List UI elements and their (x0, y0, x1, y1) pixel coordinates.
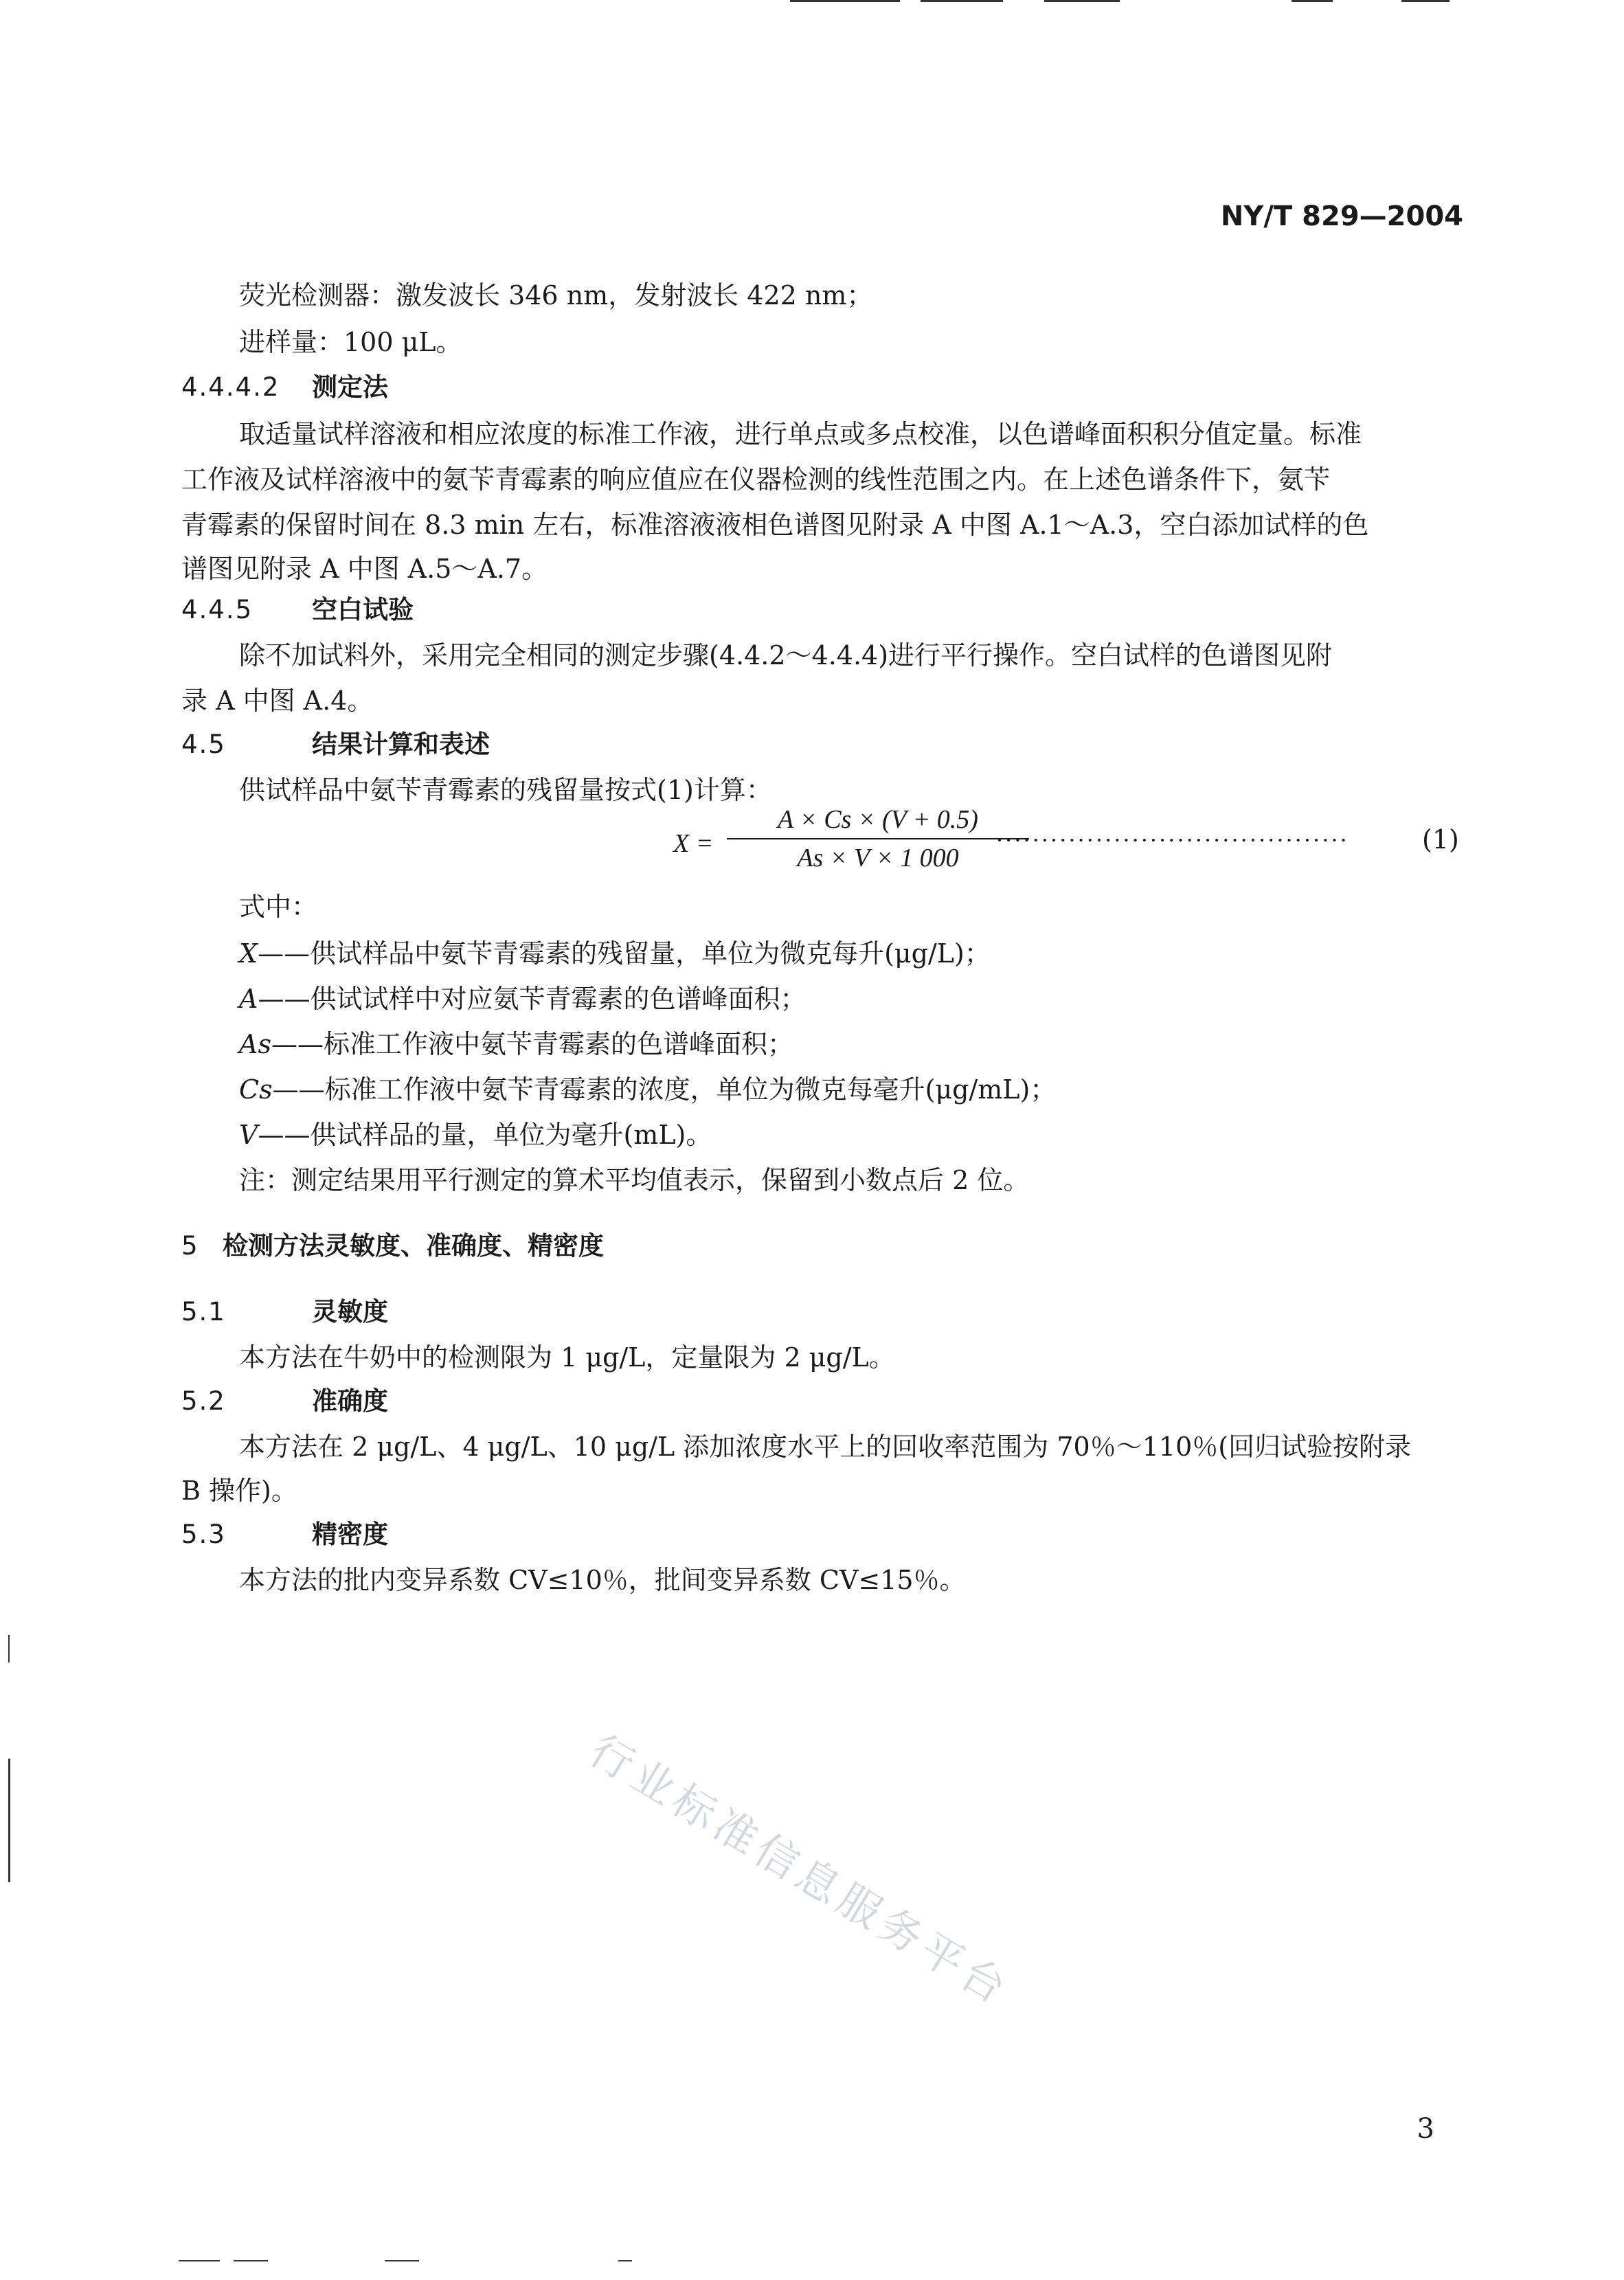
section-heading-5 (181, 1230, 604, 1263)
text-line: 荧光检测器：激发波长 346 nm，发射波长 422 nm； (239, 280, 873, 311)
scan-artifact (921, 0, 1003, 2)
definition-v (239, 1118, 712, 1151)
scan-artifact (618, 2260, 632, 2261)
scan-artifact (234, 2260, 268, 2261)
definition-x (239, 937, 991, 970)
scan-artifact (1044, 0, 1120, 2)
definition-text: ——标准工作液中氨苄青霉素的色谱峰面积； (271, 1029, 793, 1059)
section-title: 结果计算和表述 (312, 730, 490, 759)
equation-number: (1) (1422, 824, 1459, 855)
paragraph-line: 本方法在牛奶中的检测限为 1 μg/L，定量限为 2 μg/L。 (239, 1342, 895, 1373)
section-number: 5.3 (181, 1520, 226, 1549)
scan-artifact (385, 2260, 419, 2261)
paragraph-line: 除不加试料外，采用完全相同的测定步骤(4.4.2～4.4.4)进行平行操作。空白试样的色谱图见附 (239, 640, 1333, 670)
paragraph-line: 录 A 中图 A.4。 (181, 686, 374, 716)
section-heading-4-4-4-2 (181, 371, 388, 404)
symbol: Cs (239, 1074, 273, 1105)
where-label: 式中： (239, 892, 318, 922)
section-title: 检测方法灵敏度、准确度、精密度 (223, 1231, 604, 1261)
section-title: 空白试验 (312, 595, 414, 624)
symbol: As (239, 1029, 271, 1059)
paragraph-line: 取适量试样溶液和相应浓度的标准工作液，进行单点或多点校准，以色谱峰面积积分值定量。标准 (239, 419, 1362, 449)
scan-artifact (1292, 0, 1333, 2)
paragraph-line: 供试样品中氨苄青霉素的残留量按式(1)计算： (239, 775, 772, 805)
section-title: 灵敏度 (312, 1297, 388, 1327)
section-heading-5-3 (181, 1518, 388, 1551)
section-heading-5-2 (181, 1385, 388, 1418)
formula-lhs: X = (673, 829, 714, 858)
section-number: 4.4.4.2 (181, 372, 280, 402)
section-number: 4.4.5 (181, 595, 253, 624)
standard-number: NY/T 829—2004 (1220, 201, 1463, 232)
section-number: 5.2 (181, 1386, 226, 1416)
paragraph-line: 青霉素的保留时间在 8.3 min 左右，标准溶液液相色谱图见附录 A 中图 A.1～A.3，空白添加试样的色 (181, 510, 1369, 540)
section-number: 5.1 (181, 1297, 226, 1327)
section-heading-5-1 (181, 1296, 388, 1329)
symbol: X (239, 938, 258, 969)
definition-a (239, 982, 806, 1015)
section-heading-4-5 (181, 728, 490, 761)
scan-artifact (8, 1759, 10, 1882)
definition-text: ——供试试样中对应氨苄青霉素的色谱峰面积； (258, 984, 807, 1014)
section-number: 4.5 (181, 730, 226, 759)
section-number: 5 (181, 1231, 199, 1261)
note: 注：测定结果用平行测定的算术平均值表示，保留到小数点后 2 位。 (239, 1165, 1030, 1195)
paragraph-line: 工作液及试样溶液中的氨苄青霉素的响应值应在仪器检测的线性范围之内。在上述色谱条件下，氨苄 (181, 464, 1331, 495)
scan-artifact (1401, 0, 1450, 2)
watermark: 行业标准信息服务平台 (580, 1725, 1019, 2016)
definition-as (239, 1028, 793, 1061)
paragraph-line: 谱图见附录 A 中图 A.5～A.7。 (181, 554, 548, 584)
definition-text: ——标准工作液中氨苄青霉素的浓度，单位为微克每毫升(μg/mL)； (272, 1074, 1057, 1105)
paragraph-line: B 操作)。 (181, 1476, 297, 1506)
definition-text: ——供试样品中氨苄青霉素的残留量，单位为微克每升(μg/L)； (258, 938, 991, 969)
scan-artifact (790, 0, 900, 2)
paragraph-line: 本方法的批内变异系数 CV≤10％，批间变异系数 CV≤15％。 (239, 1565, 966, 1595)
section-title: 测定法 (312, 372, 388, 402)
definition-cs (239, 1073, 1056, 1106)
fraction-bar (727, 838, 1029, 839)
paragraph-line: 本方法在 2 μg/L、4 μg/L、10 μg/L 添加浓度水平上的回收率范围为 70％～110％(回归试验按附录 (239, 1432, 1412, 1462)
definition-text: ——供试样品的量，单位为毫升(mL)。 (258, 1120, 712, 1150)
formula-fraction (727, 802, 1029, 875)
scan-artifact (8, 1635, 10, 1662)
symbol: A (239, 984, 258, 1014)
text-line: 进样量：100 μL。 (239, 327, 462, 357)
section-title: 精密度 (312, 1520, 388, 1549)
section-title: 准确度 (312, 1386, 388, 1416)
equation-leader-dots: ······································· (996, 827, 1349, 853)
formula-denominator: As × V × 1 000 (797, 844, 959, 872)
page-number: 3 (1417, 2113, 1434, 2145)
formula-numerator: A × Cs × (V + 0.5) (778, 805, 978, 834)
symbol: V (239, 1120, 258, 1150)
scan-artifact (179, 2260, 220, 2261)
section-heading-4-4-5 (181, 594, 414, 627)
